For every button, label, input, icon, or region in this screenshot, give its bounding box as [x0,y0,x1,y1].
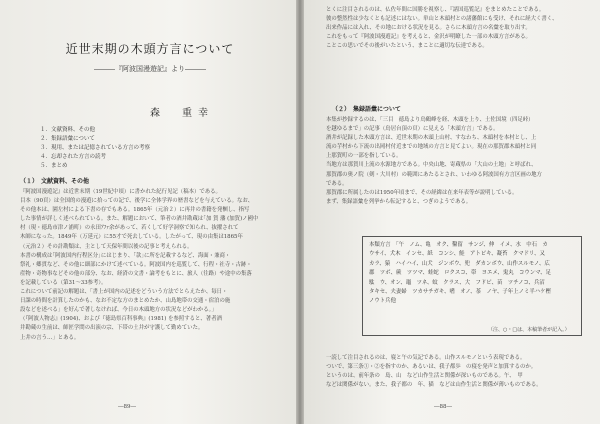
right-mid-text [326,116,592,207]
text-line: これについて前記の解題は、「書上が国内の記述をどういう方法でとらえたか、毎日・ [20,289,228,296]
text-line: 井勘蔵の生前は、師匠学問の出演の宗、下帯の土井が守護して勤めていた。 [20,325,204,332]
toc-item: ２．集録語彙について [40,136,95,142]
vocab-line: 本類方言 「午 ノム、亀 オク、鑿留 サンジ、伸 イメ、水 中石 カ [369,242,548,248]
text-line: した事情が詳しく述べられている。また、解題において、筆者の酒井勘蔵は｢加 賀 藩 (加賀)ノ國中 [20,216,259,223]
right-page [304,0,600,424]
toc-item: ４．忘却された方言の読考 [40,154,107,160]
text-line: 酒井が記録した木頭方言は、近世末期の木頭上山村、すなわち、木頭村を本村とし、上 [326,135,537,142]
text-line: 祭礼・郷貫など、その他に細部にかけて述べている。阿波国内を巡覧して、行程・社寺・古跡・ [20,261,252,268]
text-line: 一読して注目されるのは、寝と午の気記である。山作スルモノという表現である。 [326,355,526,361]
text-line: 流の芋村から下流の出岡村付近までの地域の方言と見てよい。現在の那賀郡木頭村と同 [326,144,537,151]
article-title: 近世末期の木頭方言について [65,42,235,56]
text-line: 本集が抄録するのは、「三目 徳島より鳥鶴峰を経、木頭を上り、土佐国境（四足峠） [326,117,534,123]
text-line: 目本（90頁）は全国的の漫遊に拾っての記で、後学に全体学界の歴書などを与えている。なお、 [20,198,254,205]
vocab-line: ウサイ、犬木 インセ、紙 コンシ、鮭 アトビキ、凝苔 クマドリ、又 [369,251,545,258]
text-line: 本書の構成は｢阿波国内行程区分｣にはじまり、｢款｣に所を記載するなど、海面・兼商・ [20,252,231,259]
text-line: である。 [326,180,348,187]
text-line: 木師になった。1849年（万延元）に55才で死去している。したがって、現の由集は1865年 [20,234,243,241]
right-bottom-text [326,354,592,390]
text-line: というのは、前年条の 島、山 など山作生活と関係が深いものである。午、 甲 [326,373,529,380]
text-line: 上井の言う…」とある。 [20,334,80,341]
text-line: 那賀郡に所属したのは1950年頃まで、その経緯は在来年表等が説明している。 [326,189,518,196]
text-line: その他本は、園左村による下書の存でもある。1865年（元治２）に再井の書籍を発梱し、指写 [20,207,250,214]
toc-item: １．文献資料、その他 [40,127,96,133]
article-subtitle: ―――『阿波国漫遊記』より――― [94,65,206,73]
text-line: ことこの思いでその後がいたという、まことに適切な伝達である。 [326,43,488,50]
page-number: ―88― [434,404,452,410]
book-gutter [296,0,304,424]
vocab-line: タキセ、夫妻婦 ツカサチガキ、嗜 オノ、茶 ノヤ、子年上ノミ半ハケ樫 [369,289,551,296]
text-line: 『阿波国漫遊記』は近世末期（19世紀中頃）に書かれた紀行见記（稿本）である。 [20,189,221,195]
text-line: 彼の整然性は少なくとも記述にはない。単山と木頭村との諸藩館にも受け、それに経大く書く、 [326,16,558,23]
text-line: これをもって『阿波国漫遊記』を考えると、金沢が明瞭した一部の木頭方言がある。 [326,34,531,41]
text-line: 日課の時間を計算したのかも、なお不定な方のまとめたか、山島地帯の交通・宿泊の施 [20,298,231,305]
author-name: 森 重幸 [150,108,214,119]
vocab-line: ノウト兵他 [369,298,396,305]
text-line: を越ゆるまで」の記事（鳥居台頂の頁）に見える「木頭方言」である。 [326,126,499,133]
text-line: （『阿波人物志』(1904)、および『徳島県百科事典』(1981) を参照すると、著者酒 [20,316,222,323]
section-heading: （１） 文献資料、その他 [20,178,90,185]
text-line: 当地方は那賀川上流の水源地方である。中央山地、寄蔵県の「大山の土地」と呼ばれ、 [326,162,537,169]
text-line: 村（現・徳島市津ノ浦町）の永田ｱﾌｧ余があって、若くして好学洞察で知られ、抜擢されて [20,225,239,232]
vocab-line: 駄 ウ、オン、竈 ツネ、蚊 クラス、大 フドビ、苗 ツチノコ、兵沼 [369,279,545,286]
toc-item: ５．まとめ [40,163,68,169]
table-of-contents [40,126,150,171]
vocab-line: 郡 ツボ、蕨 ツツマ、蛙蛇 ロクスコ、帯 ヨエメ、鬼丸 コウンマ、足 [369,270,552,277]
text-line: 産物・奇物事などその他の部分、なお、経済の文書・論考をもとに、旅人（往路）や途中の集落 [20,270,252,277]
left-body-text [20,188,282,343]
text-line: ついで、第三条①・②を指すのか、あるいは、我子都歩 の寝を発声と加算するのか。 [326,364,537,371]
text-line: 出来作品には入れ、その地における状況を見る。さらに木頭方言の名彙を取り出す。 [326,25,531,32]
vocabulary-box [362,236,582,336]
text-line: まず、集録語彙を列挙から転記すると、つぎのようである。 [326,198,472,205]
page-number: ―89― [118,404,136,410]
toc-item: ３．現用、または記憶されている方言の考察 [40,145,151,151]
text-line: を記載している（第31～33参考）。 [20,279,107,286]
text-line: などは関係がない。また、我子都の 年、猫 などは山作生活と関係が薄いものである。 [326,382,542,389]
section-heading: （２） 集録語彙について [332,106,401,113]
text-line: とくに注目されるのは、仏佐年間に国勝を視察し、『諸国巡覧記』をまとめたことである。 [326,7,545,13]
text-line: （元治２）その計勘類は、主として天保年間以後の記事と考えられる。 [20,243,193,250]
box-note: （注、○・□は、本稿筆者が記入。） [488,327,570,333]
right-top-text [326,6,592,51]
left-page [0,0,296,424]
vocab-line: カラ、猿 ハイハイ、山犬 ジンボウ、兜 ダカンボウ、山作スルモノ、広 [369,260,550,267]
text-line: 那賀郡の奥ノ院（剣・大川村）の範囲にあたるとされ、いわゆる阿波国有方言区画の地方 [326,171,542,178]
text-line: 設などを述べる」を好んで著しなければ、今日の木頭地方の状況などがわかる。」 [20,307,217,314]
text-line: 上那賀町の一部を指している。 [326,153,402,160]
